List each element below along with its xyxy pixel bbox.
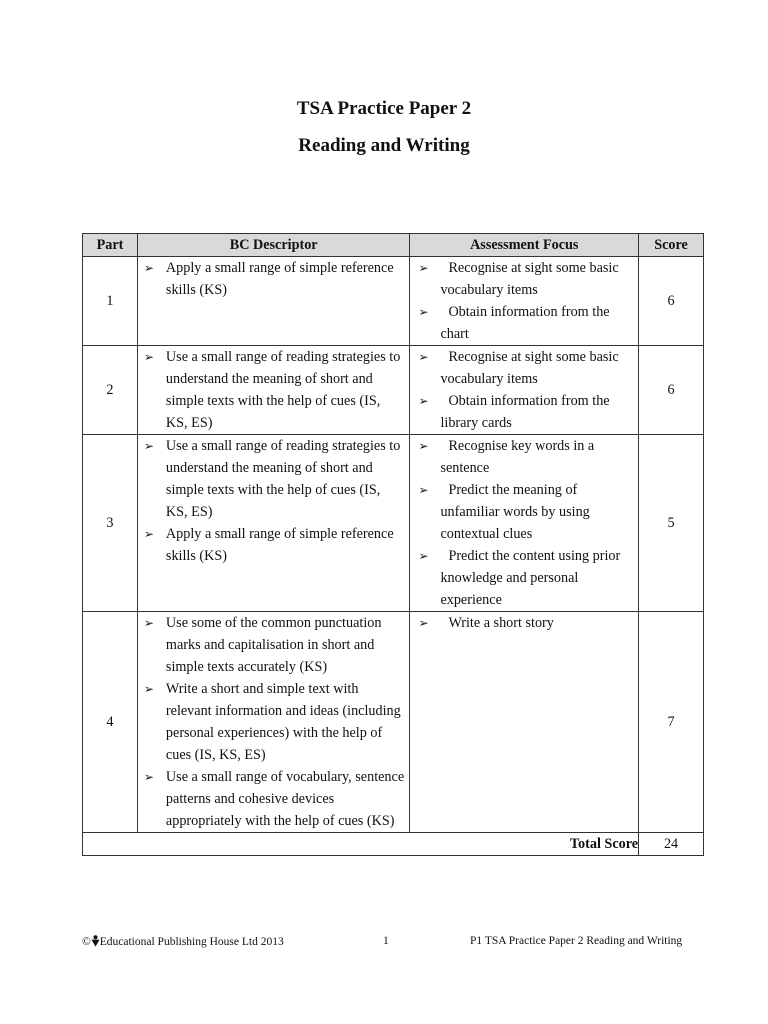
page-subtitle: Reading and Writing [298,135,470,156]
assessment-focus-cell [410,346,639,435]
part-number: 2 [83,346,138,435]
table-row [83,257,704,346]
score-value: 7 [639,612,704,833]
part-number: 3 [83,435,138,612]
assessment-focus-item: ➢ Obtain information from the chart [410,301,638,345]
score-value: 5 [639,435,704,612]
bc-descriptor-item: ➢ Use a small range of reading strategies to understand the meaning of short and simple texts with the help of cues (IS, KS, ES) [138,346,410,434]
bc-descriptor-item: ➢ Write a short and simple text with relevant information and ideas (including personal experiences) with the help of cues (IS, KS, ES) [138,678,410,766]
total-score-value: 24 [639,833,704,856]
column-header-part: Part [83,234,138,257]
part-number: 1 [83,257,138,346]
column-header-bc-descriptor: BC Descriptor [137,234,410,257]
assessment-focus-item: ➢ Recognise at sight some basic vocabulary items [410,346,638,390]
assessment-focus-item: ➢ Write a short story [410,612,638,634]
assessment-focus-cell [410,257,639,346]
page-title: TSA Practice Paper 2 [296,98,472,119]
assessment-focus-item: ➢ Predict the meaning of unfamiliar words by using contextual clues [410,479,638,545]
bc-descriptor-item: ➢ Use a small range of reading strategies to understand the meaning of short and simple texts with the help of cues (IS, KS, ES) [138,435,410,523]
column-header-assessment-focus: Assessment Focus [410,234,639,257]
assessment-focus-item: ➢ Predict the content using prior knowledge and personal experience [410,545,638,611]
bc-descriptor-cell [137,346,410,435]
score-value: 6 [639,346,704,435]
assessment-table [82,233,704,856]
bc-descriptor-cell [137,612,410,833]
score-value: 6 [639,257,704,346]
column-header-score: Score [639,234,704,257]
table-row [83,346,704,435]
table-row [83,612,704,833]
assessment-focus-item: ➢ Recognise key words in a sentence [410,435,638,479]
copyright-symbol: © [82,936,91,948]
bc-descriptor-item: ➢ Use a small range of vocabulary, sentence patterns and cohesive devices appropriately with the help of cues (KS) [138,766,410,832]
total-score-label: Total Score [83,833,639,856]
bc-descriptor-item: ➢ Use some of the common punctuation marks and capitalisation in short and simple texts accurately (KS) [138,612,410,678]
total-row [83,833,704,856]
bc-descriptor-cell [137,257,410,346]
table-row [83,435,704,612]
bc-descriptor-cell [137,435,410,612]
page-number: 1 [383,935,389,947]
assessment-focus-item: ➢ Obtain information from the library cards [410,390,638,434]
assessment-focus-cell [410,612,639,833]
table-header-row [83,234,704,257]
footer-copyright [82,935,284,948]
part-number: 4 [83,612,138,833]
bc-descriptor-item: ➢ Apply a small range of simple reference skills (KS) [138,257,410,301]
publisher-logo-icon [91,935,100,947]
assessment-focus-item: ➢ Recognise at sight some basic vocabulary items [410,257,638,301]
publisher-name: Educational Publishing House Ltd 2013 [99,936,284,948]
bc-descriptor-item: ➢ Apply a small range of simple reference skills (KS) [138,523,410,567]
footer-document-name: P1 TSA Practice Paper 2 Reading and Writing [470,935,683,947]
assessment-focus-cell [410,435,639,612]
